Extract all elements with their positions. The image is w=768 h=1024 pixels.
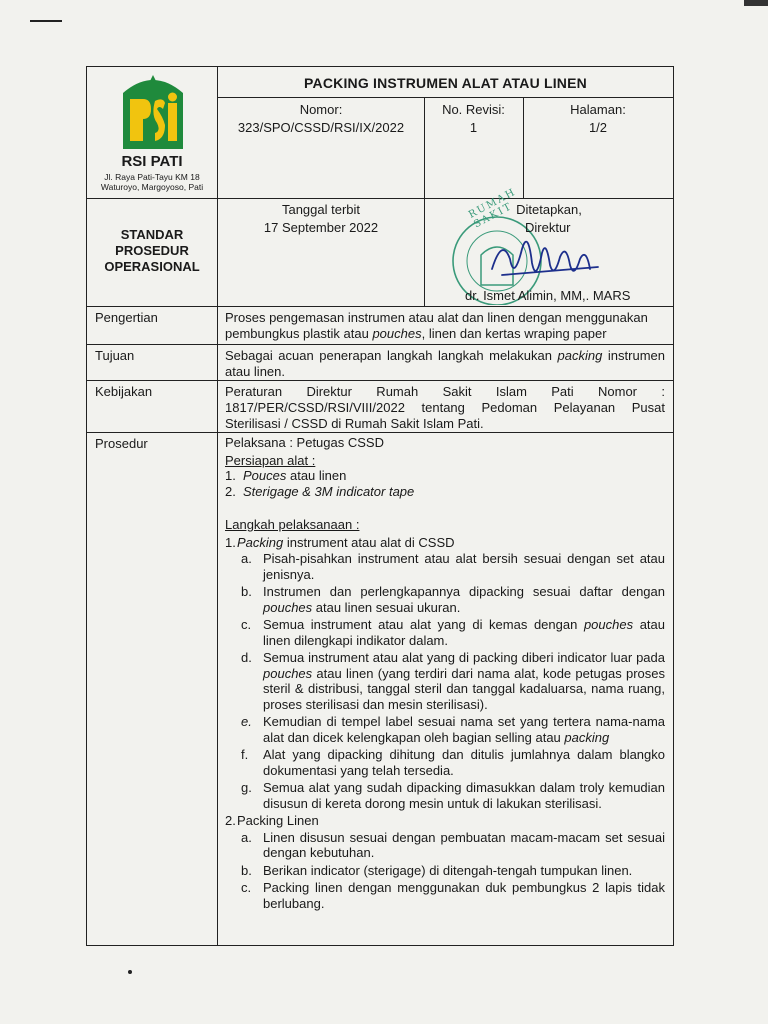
- signatory-name: dr. Ismet Alimin, MM,. MARS: [465, 288, 631, 303]
- row-prosedur: [87, 433, 673, 945]
- scan-mark: [30, 20, 62, 22]
- revisi-label: No. Revisi:: [442, 102, 505, 117]
- pelaksana: Pelaksana : Petugas CSSD: [225, 435, 384, 450]
- rsi-logo: [117, 73, 189, 156]
- step-1-title: 1. Packing instrument atau alat di CSSD: [225, 534, 455, 550]
- halaman-label: Halaman:: [570, 102, 626, 117]
- tujuan-label: Tujuan: [95, 348, 135, 363]
- sop-line-2: PROSEDUR: [115, 243, 189, 258]
- hospital-name: RSI PATI: [121, 153, 183, 170]
- rsi-logo-icon: [117, 73, 189, 151]
- ditetapkan-label: Ditetapkan,: [516, 202, 582, 217]
- tujuan-text: Sebagai acuan penerapan langkah langkah melakukan packing instrumen atau linen.: [225, 348, 665, 379]
- sop-document: [86, 66, 674, 946]
- tanggal-value: 17 September 2022: [263, 220, 379, 235]
- scan-dot: [128, 970, 132, 974]
- list-item: c. Semua instrument atau alat yang di kemas dengan pouches atau linen dilengkapi indikator dalam.: [241, 617, 665, 648]
- kebijakan-label: Kebijakan: [95, 384, 153, 399]
- sop-line-1: STANDAR: [120, 227, 184, 242]
- prosedur-label: Prosedur: [95, 436, 148, 451]
- pengertian-text: Proses pengemasan instrumen atau alat dan linen dengan menggunakan pembungkus plastik atau pouches, linen dan kertas wraping paper: [225, 310, 648, 341]
- kebijakan-text: Peraturan Direktur Rumah Sakit Islam Pati Nomor : 1817/PER/CSSD/RSI/VIII/2022 tentang Pedoman Pelayanan Pusat Sterilisasi / CSSD di Rumah Sakit Islam Pati.: [225, 384, 665, 431]
- row-kebijakan: [87, 381, 673, 433]
- revisi-value: 1: [469, 120, 478, 135]
- halaman-value: 1/2: [588, 120, 608, 135]
- list-item: g. Semua alat yang sudah dipacking dimasukkan dalam troly kemudian disusun di kereta dorong mesin untuk di lakukan sterilisasi.: [241, 780, 665, 811]
- list-item: 1. Pouces atau linen: [225, 468, 347, 483]
- list-item: 2. Sterigage & 3M indicator tape: [225, 483, 415, 499]
- row-pengertian: [87, 307, 673, 345]
- signature-icon: [482, 229, 622, 289]
- list-item: c. Packing linen dengan menggunakan duk pembungkus 2 lapis tidak berlubang.: [241, 880, 665, 911]
- persiapan-heading: Persiapan alat :: [225, 452, 316, 468]
- nomor-label: Nomor:: [299, 102, 343, 117]
- tanggal-label: Tanggal terbit: [281, 202, 361, 217]
- langkah-heading: Langkah pelaksanaan :: [225, 517, 360, 532]
- step-2-title: 2. Packing Linen: [225, 813, 319, 828]
- nomor-value: 323/SPO/CSSD/RSI/IX/2022: [237, 120, 405, 135]
- scan-edge: [744, 0, 768, 6]
- title-cell: [218, 67, 673, 98]
- direktur-label: Direktur: [525, 220, 571, 235]
- list-item: d. Semua instrument atau alat yang di packing diberi indicator luar pada pouches atau linen (yang terdiri dari nama alat, kode petugas proses steril & distribusi, tanggal steril dan tanggal kadaluarsa, nama ruang, proses sterilisasi dan mesin sterilisasi).: [241, 650, 665, 712]
- prosedur-content: [225, 435, 665, 911]
- pengertian-label: Pengertian: [95, 310, 158, 325]
- sop-line-3: OPERASIONAL: [104, 259, 200, 274]
- list-item: f. Alat yang dipacking dihitung dan ditulis jumlahnya dalam blangko dokumentasi yang telah tersedia.: [241, 747, 665, 778]
- list-item: e. Kemudian di tempel label sesuai nama set yang tertera nama-nama alat dan dicek kelengkapan oleh bagian selling atau packing: [241, 714, 665, 745]
- hospital-address-2: Waturoyo, Margoyoso, Pati: [100, 182, 204, 192]
- hospital-address-1: Jl. Raya Pati-Tayu KM 18: [104, 172, 200, 182]
- list-item: a. Linen disusun sesuai dengan pembuatan macam-macam set sesuai dengan kebutuhan.: [241, 829, 665, 860]
- header-section: [87, 67, 673, 199]
- list-item: b. Instrumen dan perlengkapannya dipacking sesuai daftar dengan pouches atau linen sesuai ukuran.: [241, 584, 665, 615]
- row-tujuan: [87, 345, 673, 381]
- stamp-text: RUMAH SAKIT: [467, 186, 519, 231]
- list-item: b. Berikan indicator (sterigage) di ditengah-tengah tumpukan linen.: [241, 862, 633, 878]
- page-title: PACKING INSTRUMEN ALAT ATAU LINEN: [304, 75, 587, 91]
- list-item: a. Pisah-pisahkan instrument atau alat bersih sesuai dengan set atau jenisnya.: [241, 551, 665, 582]
